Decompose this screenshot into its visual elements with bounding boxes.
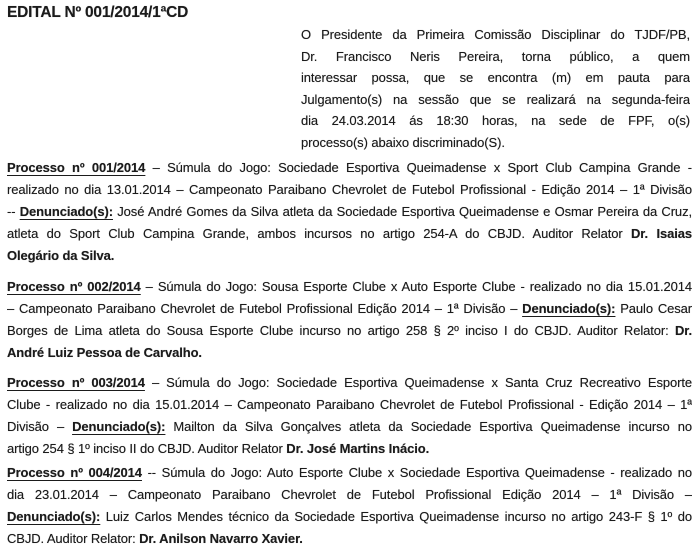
text-run: atleta do Sport Club Campina Grande, ambos incursos no artigo 254-A do CBJD. Auditor Relator	[7, 226, 631, 241]
text-run: – Súmula do Jogo: Sociedade Esportiva Queimadense x Santa Cruz Recreativo Esporte	[144, 375, 692, 390]
bold-run: André Luiz Pessoa de Carvalho.	[7, 345, 202, 360]
text-line	[301, 110, 690, 132]
text-line	[7, 276, 692, 298]
text-run: Paulo Cesar	[615, 301, 692, 316]
text-run: – Súmula do Jogo: Sociedade Esportiva Queimadense x Sport Club Campina Grande -	[145, 160, 692, 175]
text-line	[7, 462, 692, 484]
underlined-bold-run: Processo nº 004/2014	[7, 465, 142, 480]
text-run: -- Súmula do Jogo: Auto Esporte Clube x Sociedade Esportiva Queimadense - realizado no	[141, 465, 692, 480]
bold-run: Dr. José Martins Inácio.	[286, 441, 430, 456]
edital-title: EDITAL Nº 001/2014/1ªCD	[7, 4, 189, 21]
underlined-bold-run: Processo nº 002/2014	[7, 279, 141, 294]
text-run: --	[7, 204, 20, 219]
text-run: Borges de Lima atleta do Sousa Esporte Clube incurso no artigo 258 § 2º inciso I do CBJD. Auditor Relator:	[7, 323, 675, 338]
text-line	[7, 506, 692, 528]
text-run: Luiz Carlos Mendes técnico da Sociedade Esportiva Queimadense incurso no artigo 243-F § 1º do	[100, 509, 692, 524]
text-line	[7, 245, 692, 267]
text-run: Clube - realizado no dia 15.01.2014 – Campeonato Paraibano Chevrolet de Futebol Profissional - Edição 2014 – 1ª	[7, 397, 692, 412]
bold-run: Dr. Isaias	[631, 226, 692, 241]
text-line	[7, 320, 692, 342]
text-run: dia 24.03.2014 ás 18:30 horas, na sede de FPF, o(s)	[301, 113, 690, 128]
bold-run: Dr. Anilson Navarro Xavier.	[139, 531, 303, 545]
text-line	[7, 157, 692, 179]
text-line	[301, 132, 690, 154]
text-run: José André Gomes da Silva atleta da Sociedade Esportiva Queimadense e Osmar Pereira da Cruz,	[112, 204, 692, 219]
text-run: artigo 254 § 1º inciso II do CBJD. Auditor Relator	[7, 441, 287, 456]
text-run: interessar possa, que se encontra (m) em pauta para	[301, 70, 690, 85]
text-line	[301, 89, 690, 111]
underlined-bold-run: Denunciado(s):	[7, 509, 101, 524]
text-line	[7, 438, 692, 460]
text-line	[7, 484, 692, 506]
text-line	[7, 201, 692, 223]
text-run: Divisão –	[7, 419, 73, 434]
text-run: – Campeonato Paraibano Chevrolet de Futebol Profissional Edição 2014 – 1ª Divisão –	[7, 301, 523, 316]
process-paragraph-002	[7, 276, 692, 364]
text-line	[301, 67, 690, 89]
text-line	[7, 528, 692, 545]
text-line	[7, 416, 692, 438]
text-run: O Presidente da Primeira Comissão Disciplinar do TJDF/PB,	[301, 27, 690, 42]
process-paragraph-001	[7, 157, 692, 267]
text-run: – Súmula do Jogo: Sousa Esporte Clube x Auto Esporte Clube - realizado no dia 15.01.2014	[140, 279, 692, 294]
text-line	[301, 46, 690, 68]
text-line	[7, 394, 692, 416]
text-line	[7, 223, 692, 245]
bold-run: Dr.	[674, 323, 692, 338]
text-line	[7, 372, 692, 394]
process-paragraph-004	[7, 462, 692, 545]
text-run: processo(s) abaixo discriminado(S).	[301, 134, 505, 150]
text-run: dia 23.01.2014 – Campeonato Paraibano Chevrolet de Futebol Profissional Edição 2014 – 1ª Divisão –	[7, 487, 692, 502]
text-run: Mailton da Silva Gonçalves atleta da Sociedade Esportiva Queimadense incurso no	[165, 419, 692, 434]
intro-paragraph	[301, 24, 690, 153]
text-line	[7, 298, 692, 320]
text-run: realizado no dia 13.01.2014 – Campeonato Paraibano Chevrolet de Futebol Profissional - Edição 2014 – 1ª Divisão	[7, 182, 692, 197]
underlined-bold-run: Denunciado(s):	[522, 301, 616, 316]
underlined-bold-run: Processo nº 001/2014	[7, 160, 146, 175]
underlined-bold-run: Denunciado(s):	[72, 419, 166, 434]
text-line	[7, 179, 692, 201]
bold-run: Olegário da Silva.	[7, 248, 115, 263]
text-line	[301, 24, 690, 46]
text-run: CBJD. Auditor Relator:	[7, 531, 140, 545]
underlined-bold-run: Processo nº 003/2014	[7, 375, 145, 390]
process-paragraph-003	[7, 372, 692, 460]
text-run: Julgamento(s) na sessão que se realizará na segunda-feira	[301, 91, 690, 107]
text-run: Dr. Francisco Neris Pereira, torna público, a quem	[301, 48, 690, 64]
text-line	[7, 342, 692, 364]
underlined-bold-run: Denunciado(s):	[19, 204, 113, 219]
